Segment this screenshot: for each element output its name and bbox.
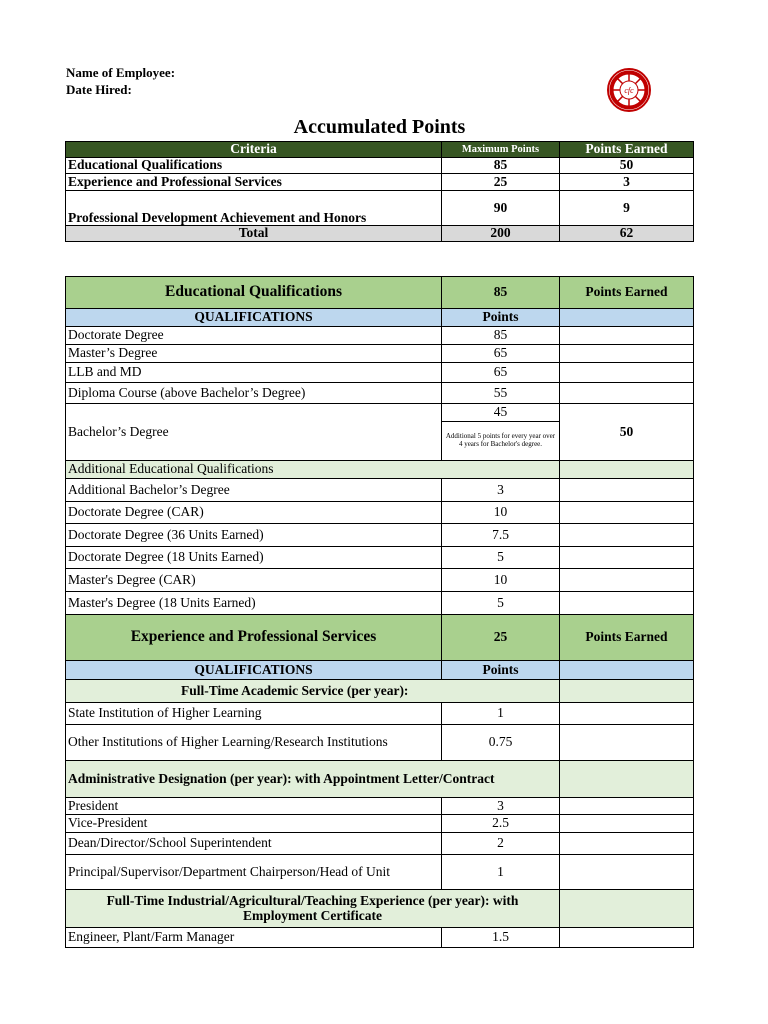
administrative-designation-header [66,761,694,798]
qualification-label: State Institution of Higher Learning [66,703,442,725]
qualification-label: Engineer, Plant/Farm Manager [66,928,442,948]
earned-cell [560,479,694,502]
earned-cell [560,547,694,569]
points-header: Points [442,309,560,327]
earned-cell [560,928,694,948]
qualification-points: 5 [442,592,560,615]
table-row [66,524,694,547]
experience-section-header [66,615,694,661]
qualification-label: LLB and MD [66,363,442,383]
education-max: 85 [442,277,560,309]
qualifications-header: QUALIFICATIONS [66,309,442,327]
table-row [66,383,694,404]
earned-cell [560,798,694,815]
criteria-header: Criteria [66,142,442,158]
summary-header-row [66,142,694,158]
experience-column-header [66,661,694,680]
earned-cell [560,815,694,833]
industrial-experience-header [66,890,694,928]
qualification-points: 65 [442,363,560,383]
qualification-label: Master's Degree (18 Units Earned) [66,592,442,615]
table-row [66,855,694,890]
page-title: Accumulated Points [293,116,466,138]
earned-cell [560,502,694,524]
summary-row [66,174,694,191]
table-row [66,703,694,725]
summary-earned: 9 [560,191,694,226]
qualification-points: 2 [442,833,560,855]
experience-title: Experience and Professional Services [66,615,442,661]
qualification-points: 45 [442,404,560,422]
qualification-label: President [66,798,442,815]
points-earned-header: Points Earned [560,142,694,158]
education-title: Educational Qualifications [66,277,442,309]
earned-cell [560,661,694,680]
qualification-points: 7.5 [442,524,560,547]
table-row [66,592,694,615]
qualification-points: 85 [442,327,560,345]
earned-cell [560,327,694,345]
bachelor-earned: 50 [560,404,694,461]
admin-header-label: Administrative Designation (per year): with Appointment Letter/Contract [66,761,560,798]
detail-table [65,276,694,948]
summary-earned: 3 [560,174,694,191]
logo-text: cfc [624,86,634,95]
qualification-points: 1 [442,703,560,725]
summary-max: 90 [442,191,560,226]
table-row [66,798,694,815]
institution-logo [607,68,651,112]
qualification-label: Vice-President [66,815,442,833]
qualification-label: Additional Bachelor’s Degree [66,479,442,502]
summary-table [65,141,694,242]
additional-header-label: Additional Educational Qualifications [66,461,560,479]
earned-cell [560,680,694,703]
earned-cell [560,383,694,404]
experience-earned-header: Points Earned [560,615,694,661]
table-row [66,569,694,592]
table-row [66,815,694,833]
earned-cell [560,309,694,327]
qualification-label: Principal/Supervisor/Department Chairperson/Head of Unit [66,855,442,890]
qualification-label: Master’s Degree [66,345,442,363]
qualification-label: Master's Degree (CAR) [66,569,442,592]
qualification-label: Bachelor’s Degree [66,404,442,461]
earned-cell [560,855,694,890]
qualification-label: Dean/Director/School Superintendent [66,833,442,855]
summary-earned: 50 [560,158,694,174]
earned-cell [560,345,694,363]
academic-service-header [66,680,694,703]
bachelor-note: Additional 5 points for every year over 4 years for Bachelor's degree. [442,422,560,461]
experience-max: 25 [442,615,560,661]
table-row [66,502,694,524]
qualification-points: 2.5 [442,815,560,833]
qualification-label: Doctorate Degree (CAR) [66,502,442,524]
qualification-points: 1.5 [442,928,560,948]
qualification-points: 3 [442,479,560,502]
industrial-header-label: Full-Time Industrial/Agricultural/Teaching Experience (per year): with Employment Certificate [66,890,560,928]
date-hired-label: Date Hired: [66,82,132,97]
academic-header-label: Full-Time Academic Service (per year): [66,680,560,703]
total-max: 200 [442,226,560,242]
summary-total-row [66,226,694,242]
qualification-points: 1 [442,855,560,890]
table-row [66,327,694,345]
qualification-points: 5 [442,547,560,569]
qualification-points: 10 [442,502,560,524]
employee-name-label: Name of Employee: [66,65,176,80]
table-row [66,928,694,948]
points-header: Points [442,661,560,680]
earned-cell [560,461,694,479]
earned-cell [560,569,694,592]
education-column-header [66,309,694,327]
table-row [66,363,694,383]
qualification-points: 10 [442,569,560,592]
qualification-label: Other Institutions of Higher Learning/Research Institutions [66,725,442,761]
qualification-label: Doctorate Degree (18 Units Earned) [66,547,442,569]
education-earned-header: Points Earned [560,277,694,309]
earned-cell [560,703,694,725]
maximum-points-header: Maximum Points [442,142,560,158]
summary-row [66,191,694,226]
summary-criteria: Educational Qualifications [66,158,442,174]
table-row [66,725,694,761]
table-row [66,547,694,569]
total-label: Total [66,226,442,242]
earned-cell [560,761,694,798]
qualification-points: 65 [442,345,560,363]
summary-criteria: Professional Development Achievement and Honors [66,191,442,226]
earned-cell [560,890,694,928]
earned-cell [560,524,694,547]
education-section-header [66,277,694,309]
qualifications-header: QUALIFICATIONS [66,661,442,680]
summary-row [66,158,694,174]
qualification-label: Doctorate Degree (36 Units Earned) [66,524,442,547]
table-row [66,345,694,363]
summary-criteria: Experience and Professional Services [66,174,442,191]
qualification-label: Diploma Course (above Bachelor’s Degree) [66,383,442,404]
qualification-label: Doctorate Degree [66,327,442,345]
earned-cell [560,592,694,615]
earned-cell [560,363,694,383]
summary-max: 85 [442,158,560,174]
qualification-points: 3 [442,798,560,815]
table-row [66,833,694,855]
earned-cell [560,725,694,761]
table-row [66,479,694,502]
qualification-points: 0.75 [442,725,560,761]
earned-cell [560,833,694,855]
bachelor-row [66,404,694,422]
qualification-points: 55 [442,383,560,404]
summary-max: 25 [442,174,560,191]
additional-qualifications-header [66,461,694,479]
total-earned: 62 [560,226,694,242]
